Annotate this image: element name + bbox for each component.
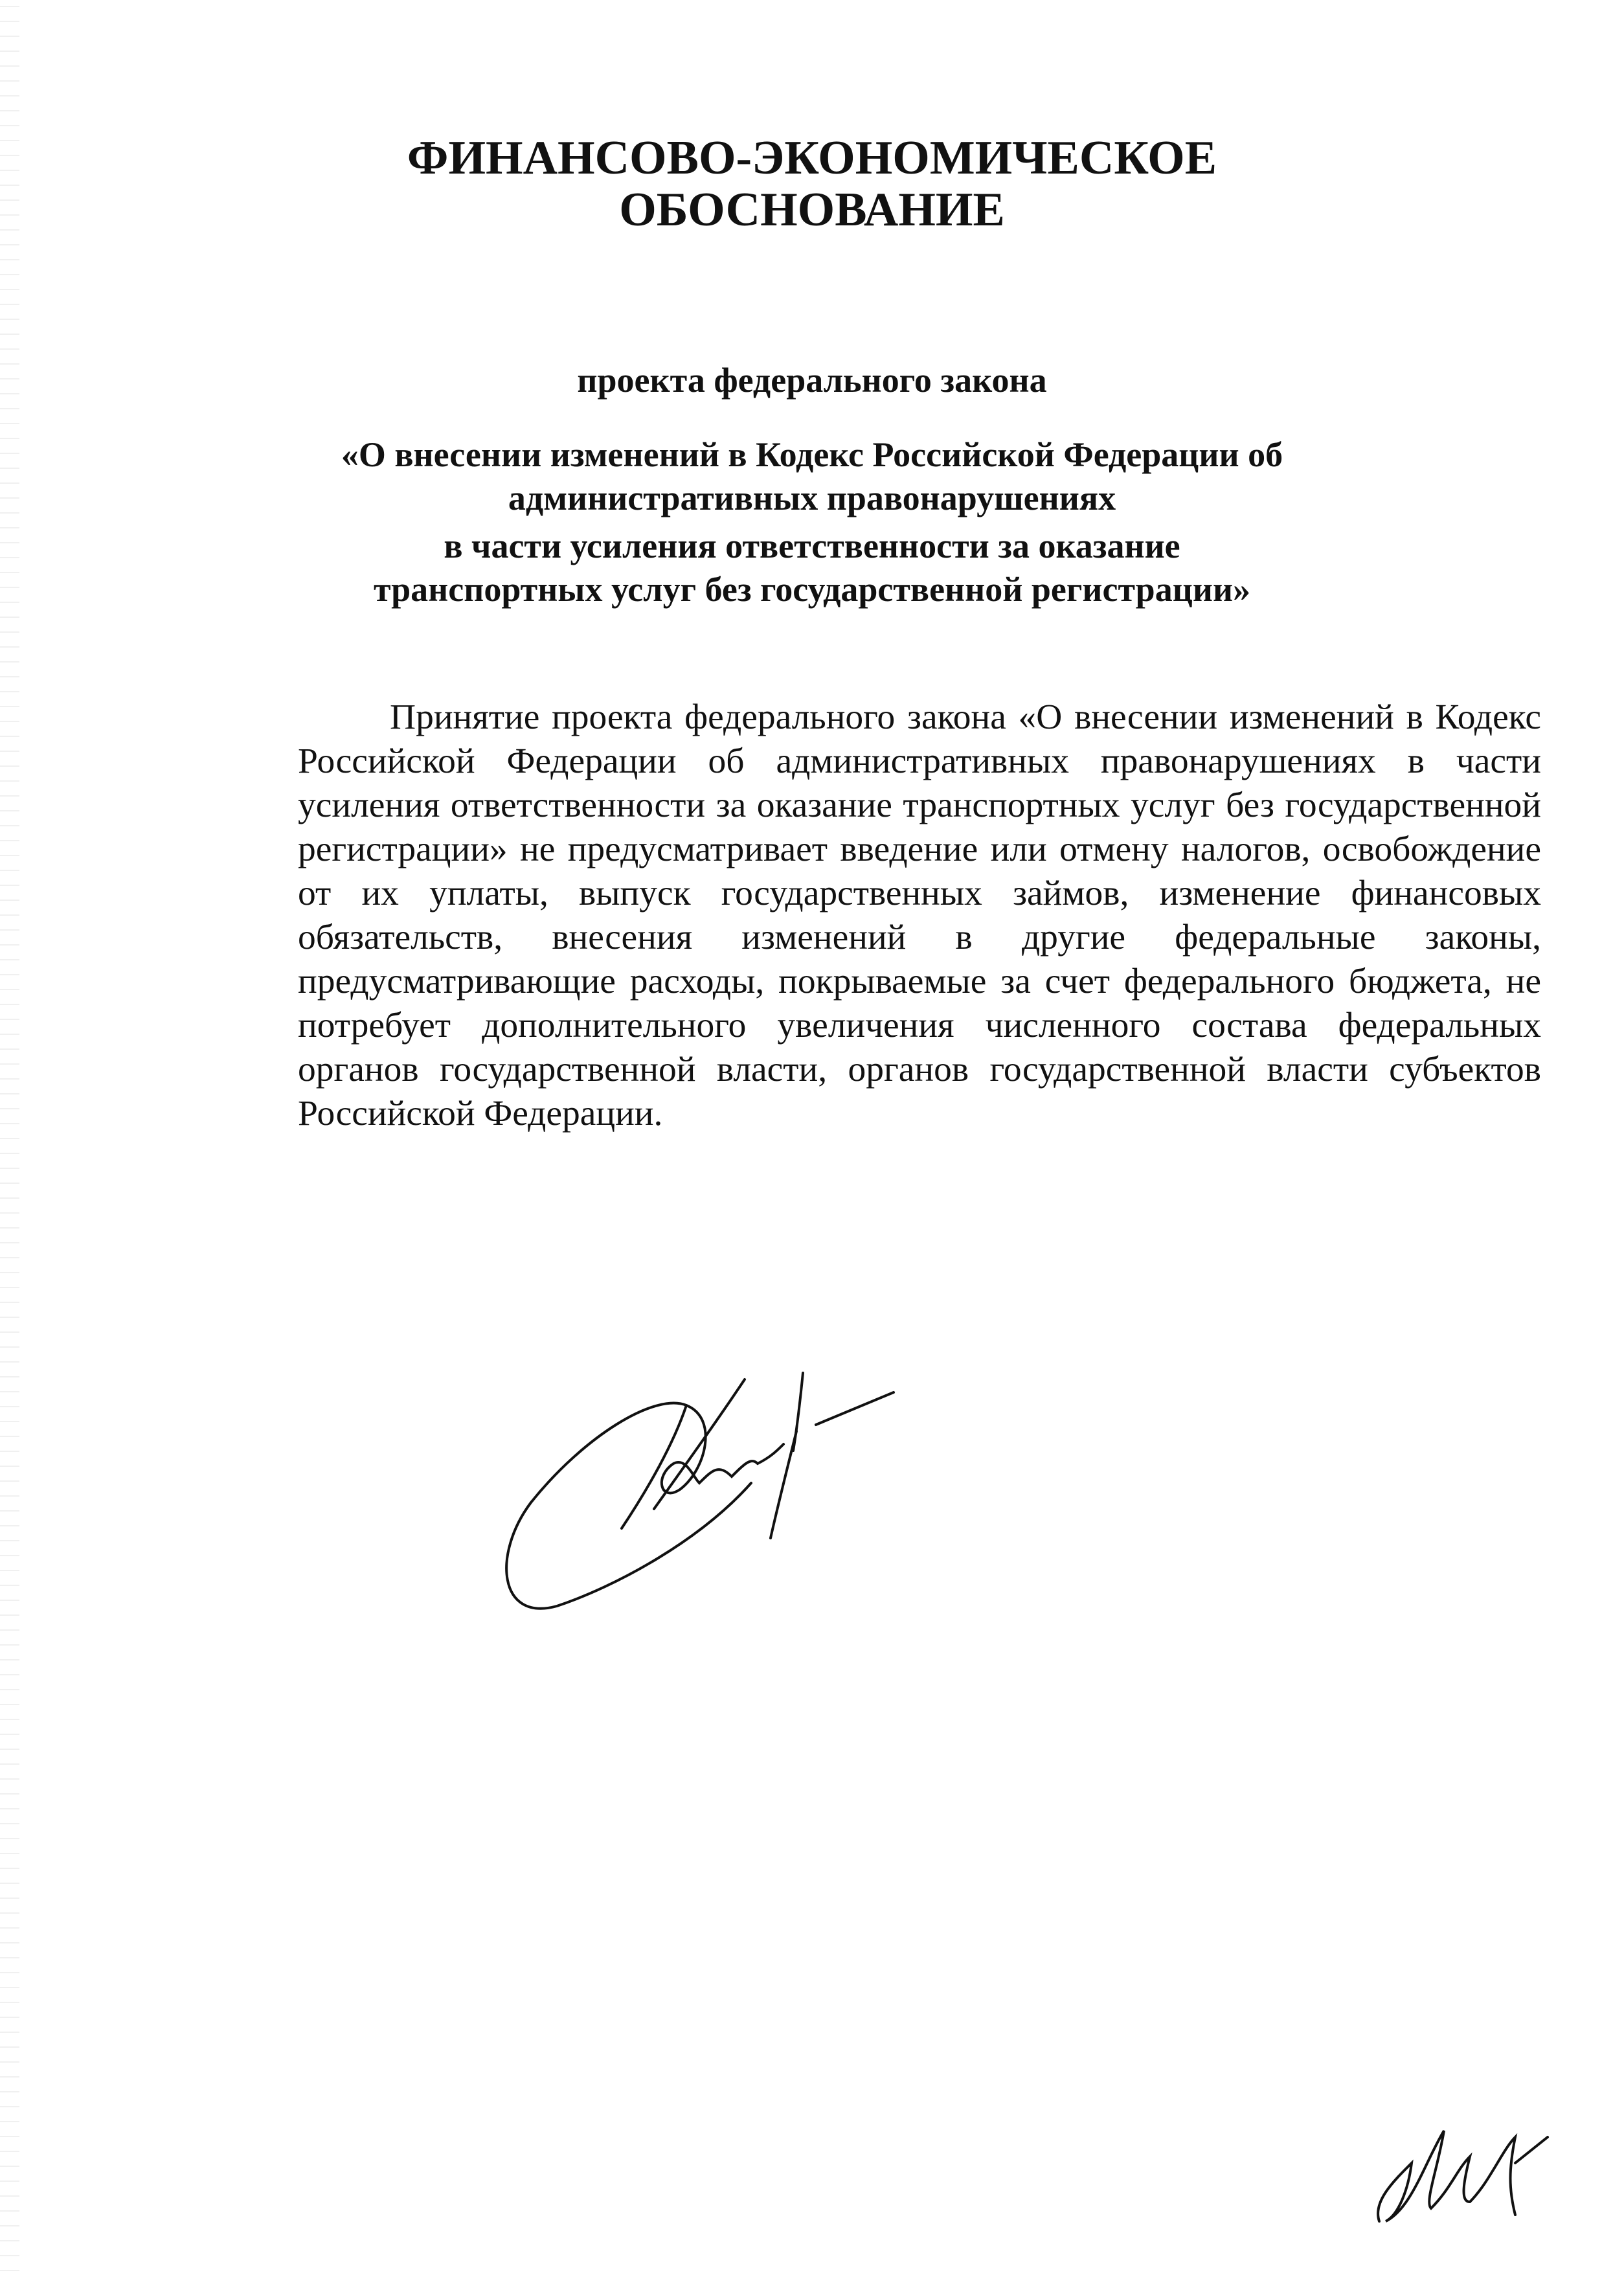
document-subtitle: проекта федерального закона — [577, 361, 1047, 400]
document-title-line-2: ОБОСНОВАНИЕ — [619, 183, 1005, 236]
law-name-line-1: «О внесении изменений в Кодекс Российской Федерации об — [341, 435, 1283, 474]
main-signature — [506, 1373, 894, 1609]
law-name-line-2: административных правонарушениях — [508, 479, 1116, 517]
law-name-line-3: в части усиления ответственности за оказание — [444, 527, 1180, 565]
document-title-line-1: ФИНАНСОВО-ЭКОНОМИЧЕСКОЕ — [407, 131, 1217, 185]
law-name-line-4: транспортных услуг без государственной регистрации» — [373, 570, 1251, 609]
initials-signature — [1378, 2131, 1548, 2221]
body-paragraph: Принятие проекта федерального закона «О внесении изменений в Кодекс Российской Федерации об административных правонарушениях в части усиления ответственности за оказание транспортных услуг без государственной регистрации» не предусматривает введение или отмену налогов, освобождение от их уплаты, выпуск государственных займов, изменение финансовых обязательств, внесения изменений в другие федеральные законы, предусматривающие расходы, покрываемые за счет федерального бюджета, не потребует дополнительного увеличения численного состава федеральных органов государственной власти, органов государственной власти субъектов Российской Федерации. — [298, 697, 1541, 1133]
